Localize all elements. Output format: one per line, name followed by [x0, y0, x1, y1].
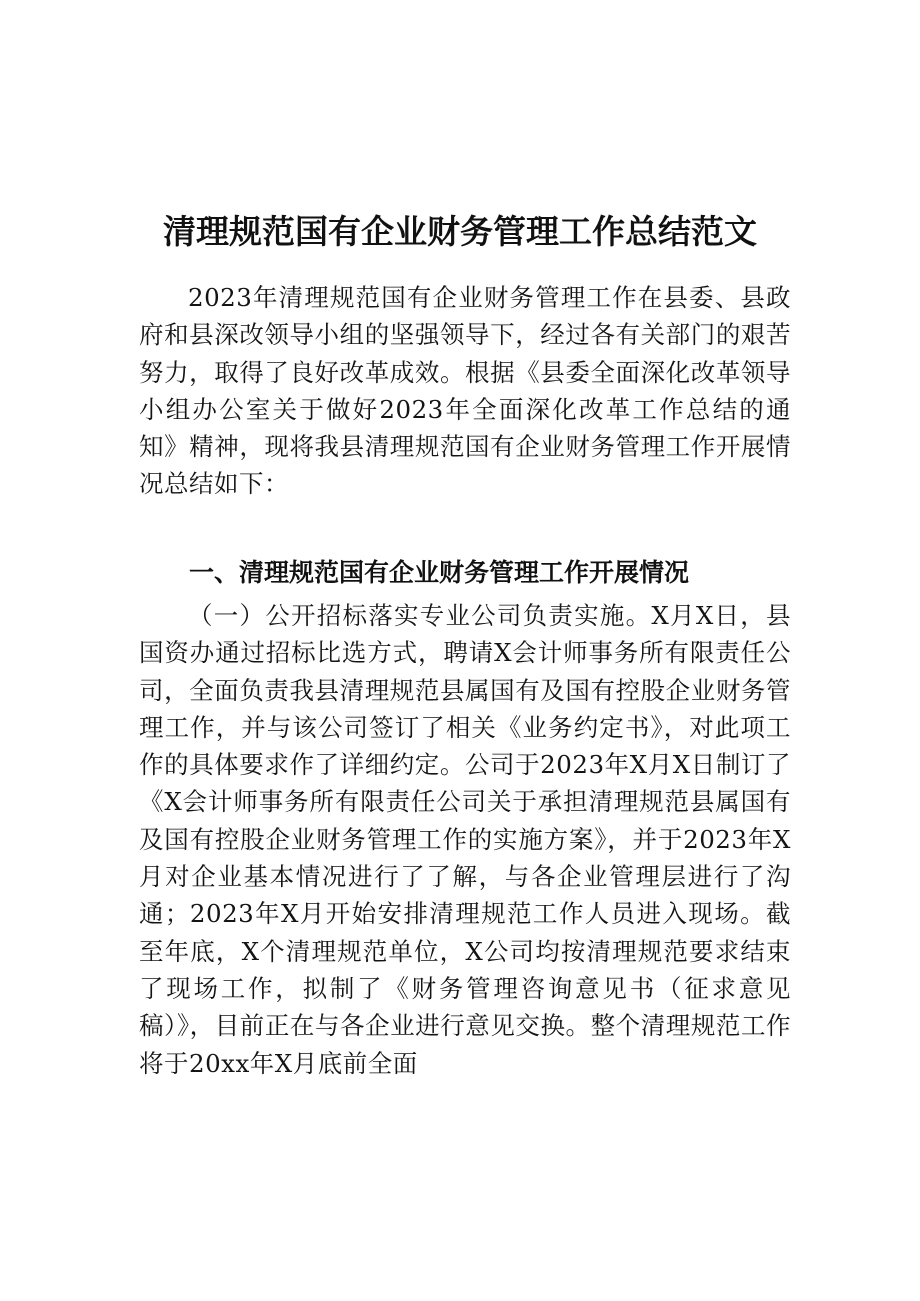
section-1-paragraph-1: （一）公开招标落实专业公司负责实施。X月X日，县国资办通过招标比选方式，聘请X会计师事务所有限责任公司，全面负责我县清理规范县属国有及国有控股企业财务管理工作，并与该公司签订了相关《业务约定书》，对此项工作的具体要求作了详细约定。公司于2023年X月X日制订了《X会计师事务所有限责任公司关于承担清理规范县属国有及国有控股企业财务管理工作的实施方案》，并于2023年X月对企业基本情况进行了了解，与各企业管理层进行了沟通；2023年X月开始安排清理规范工作人员进入现场。截至年底，X个清理规范单位，X公司均按清理规范要求结束了现场工作，拟制了《财务管理咨询意见书（征求意见稿）》，目前正在与各企业进行意见交换。整个清理规范工作将于20xx年X月底前全面 [139, 601, 791, 1078]
section-heading-1: 一、清理规范国有企业财务管理工作开展情况 [189, 558, 690, 587]
intro-paragraph: 2023年清理规范国有企业财务管理工作在县委、县政府和县深改领导小组的坚强领导下，经过各有关部门的艰苦努力，取得了良好改革成效。根据《县委全面深化改革领导小组办公室关于做好2023年全面深化改革工作总结的通知》精神，现将我县清理规范国有企业财务管理工作开展情况总结如下： [139, 283, 791, 499]
document-title: 清理规范国有企业财务管理工作总结范文 [163, 212, 757, 252]
